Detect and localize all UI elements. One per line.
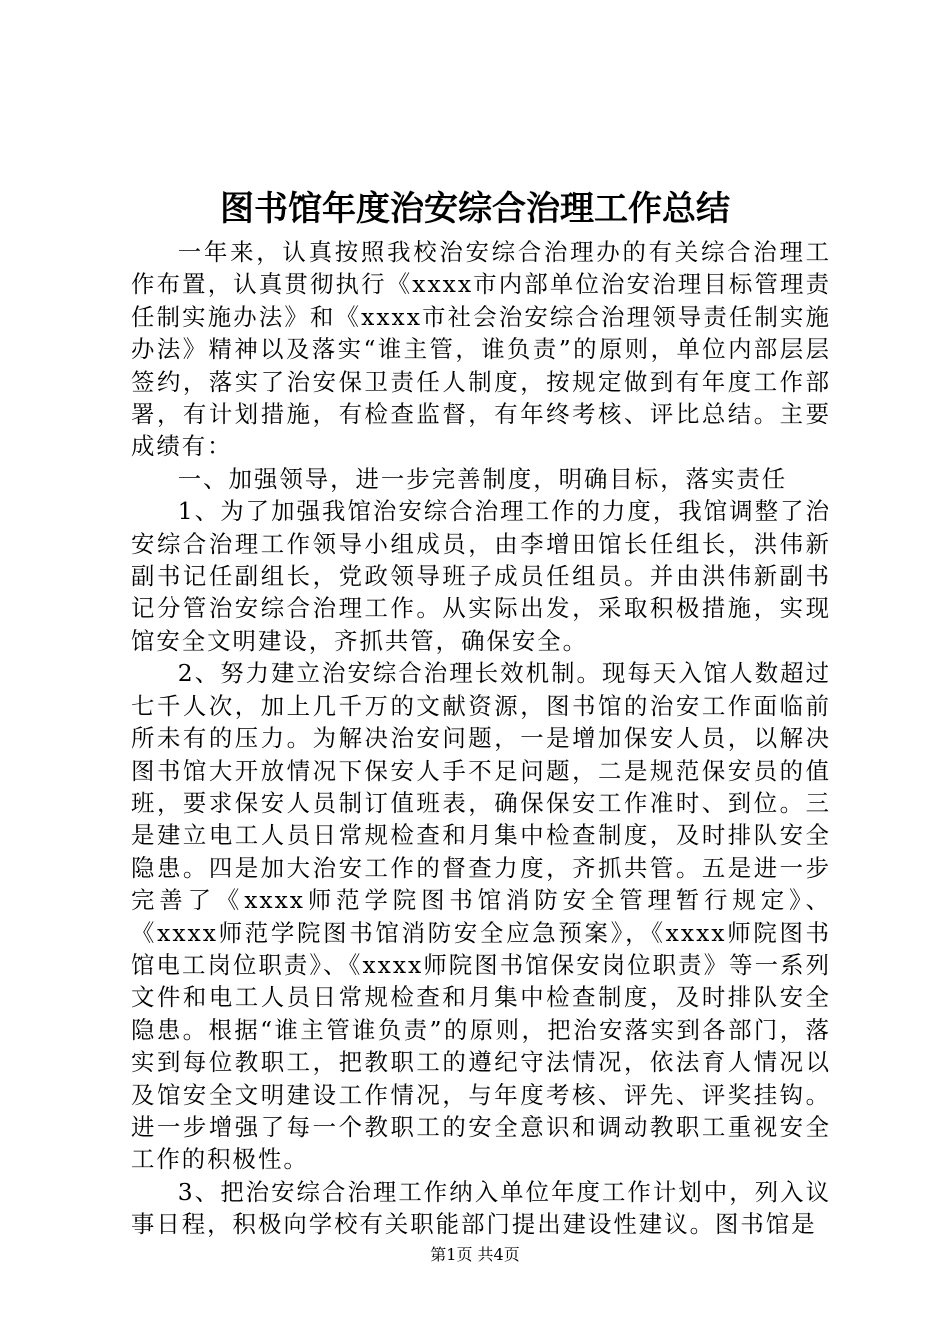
section-heading-1: 一、加强领导，进一步完善制度，明确目标，落实责任 bbox=[177, 464, 788, 493]
page-number-footer: 第1页 共4页 bbox=[430, 1245, 520, 1264]
paragraph-item-2: 2、努力建立治安综合治理长效机制。现每天入馆人数超过七千人次，加上几千万的文献资源，图书馆的治安工作面临前所未有的压力。为解决治安问题，一是增加保安人员，以解决图书馆大开放情况下保安人手不足问题，二是规范保安员的值班，要求保安人员制订值班表，确保保安工作准时、到位。三是建立电工人员日常规检查和月集中检查制度，及时排队安全隐患。四是加大治安工作的督查力度，齐抓共管。五是进一步完善了《xxxx师范学院图书馆消防安全管理暂行规定》、《xxxx师范学院图书馆消防安全应急预案》，《xxxx师院图书馆电工岗位职责》、《xxxx师院图书馆保安岗位职责》等一系列文件和电工人员日常规检查和月集中检查制度，及时排队安全隐患。根据“谁主管谁负责”的原则，把治安落实到各部门，落实到每位教职工，把教职工的遵纪守法情况，依法育人情况以及馆安全文明建设工作情况，与年度考核、评先、评奖挂钩。进一步增强了每一个教职工的安全意识和调动教职工重视安全工作的积极性。 bbox=[131, 659, 831, 1174]
paragraph-item-3: 3、把治安综合治理工作纳入单位年度工作计划中，列入议事日程，积极向学校有关职能部门提出建设性建议。图书馆是 bbox=[131, 1177, 831, 1239]
paragraph-item-1: 1、为了加强我馆治安综合治理工作的力度，我馆调整了治安综合治理工作领导小组成员，由李增田馆长任组长，洪伟新副书记任副组长，党政领导班子成员任组员。并由洪伟新副书记分管治安综合治理工作。从实际出发，采取积极措施，实现馆安全文明建设，齐抓共管，确保安全。 bbox=[131, 497, 831, 655]
paragraph-intro: 一年来，认真按照我校治安综合治理办的有关综合治理工作布置，认真贯彻执行《xxxx市内部单位治安治理目标管理责任制实施办法》和《xxxx市社会治安综合治理领导责任制实施办法》精神以及落实“谁主管，谁负责”的原则，单位内部层层签约，落实了治安保卫责任人制度，按规定做到有年度工作部署，有计划措施，有检查监督，有年终考核、评比总结。主要成绩有： bbox=[131, 238, 831, 461]
document-body bbox=[131, 236, 831, 1241]
document-title: 图书馆年度治安综合治理工作总结 bbox=[220, 189, 730, 229]
